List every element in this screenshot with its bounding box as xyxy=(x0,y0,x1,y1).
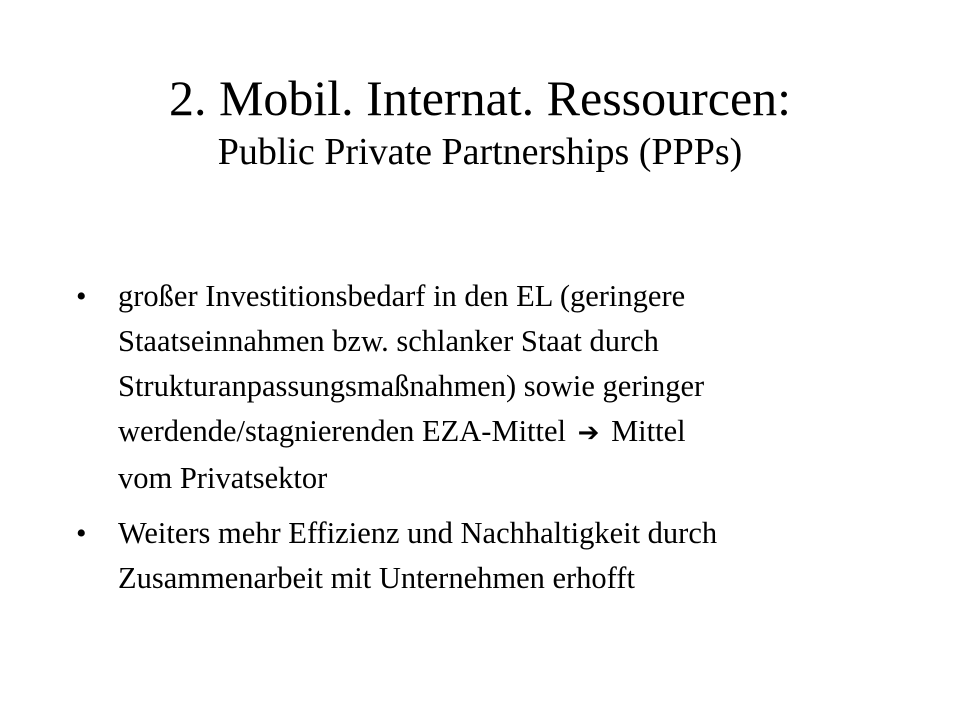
bullet-item xyxy=(76,511,876,601)
bullet-text-line-with-arrow xyxy=(118,409,876,456)
bullet-text-line: Weiters mehr Effizienz und Nachhaltigkeit durch xyxy=(118,516,718,550)
slide-title xyxy=(40,68,920,176)
title-subtitle: Public Private Partnerships (PPPs) xyxy=(217,131,743,173)
bullet-list xyxy=(76,274,876,611)
bullet-text-line: vom Privatsektor xyxy=(118,461,328,495)
bullet-text-segment: werdende/stagnierenden EZA-Mittel xyxy=(118,414,567,448)
title-main: 2. Mobil. Internat. Ressourcen: xyxy=(168,70,792,126)
bullet-text-segment: Mittel xyxy=(611,414,686,448)
bullet-text-line: Zusammenarbeit mit Unternehmen erhofft xyxy=(118,561,635,595)
bullet-text-line: großer Investitionsbedarf in den EL (geringere xyxy=(118,279,686,313)
bullet-dot-icon: • xyxy=(76,517,87,550)
right-arrow-icon: ➔ xyxy=(577,418,600,448)
bullet-item xyxy=(76,274,876,501)
bullet-text-line: Staatseinnahmen bzw. schlanker Staat durch xyxy=(118,324,659,358)
bullet-text-line: Strukturanpassungsmaßnahmen) sowie geringer xyxy=(118,369,705,403)
bullet-dot-icon: • xyxy=(76,280,87,313)
